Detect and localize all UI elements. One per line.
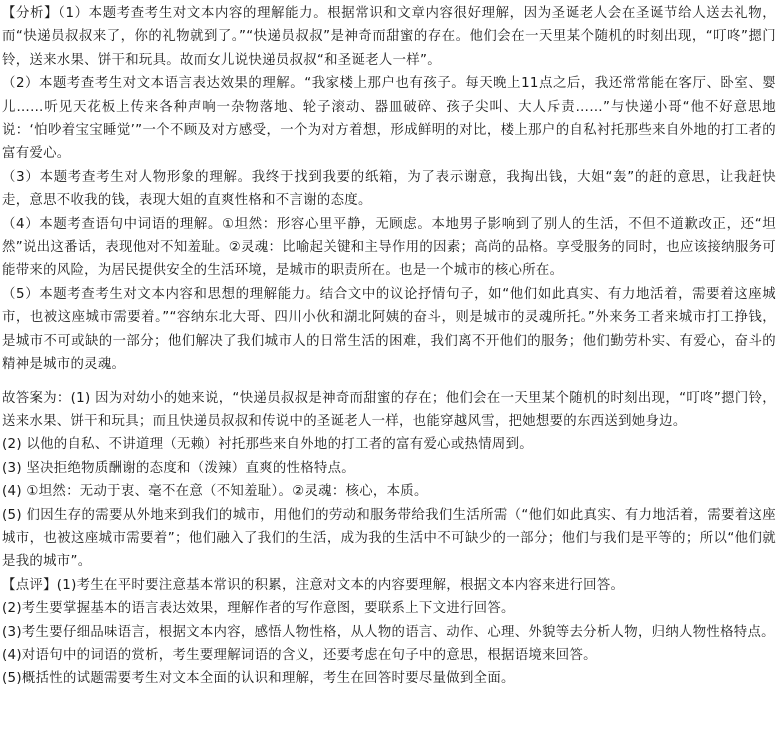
answer-3: (3) 坚决拒绝物质酬谢的态度和（泼辣）直爽的性格特点。 [2, 460, 355, 476]
comment-2: (2)考生要掌握基本的语言表达效果，理解作者的写作意图，要联系上下文进行回答。 [2, 601, 515, 617]
comment-1: 【点评】(1)考生在平时要注意基本常识的积累，注意对文本的内容要理解，根据文本内容来进行回答。 [2, 577, 625, 593]
answer-4: (4) ①坦然：无动于衷、毫不在意（不知羞耻）。②灵魂：核心，本质。 [2, 484, 428, 500]
comment-3: (3)考生要仔细品味语言，根据文本内容，感悟人物性格，从人物的语言、动作、心理、外貌等去分析人物，归纳人物性格特点。 [2, 624, 775, 640]
analysis-paragraph-5: （5）本题考查考生对文本内容和思想的理解能力。结合文中的议论抒情句子，如“他们如此真实、有力地活着，需要着这座城市，也被这座城市需要着。”“容纳东北大哥、四川小伙和湖北阿姨的奋斗，则是城市的灵魂所托。”外来务工者来城市打工挣钱，是城市不可或缺的一部分；他们解决了我们城市人的日常生活的困难，我们离不开他们的服务；他们勤劳朴实、有爱心，奋斗的精神是城市的灵魂。 [2, 286, 776, 373]
analysis-paragraph-3: （3）本题考查考生对人物形象的理解。我终于找到我要的纸箱，为了表示谢意，我掏出钱，大姐“轰”的赶的意思，让我赶快走，意思不收我的钱，表现大姐的直爽性格和不言谢的态度。 [2, 169, 776, 209]
answer-2: (2) 以他的自私、不讲道理（无赖）衬托那些来自外地的打工者的富有爱心或热情周到。 [2, 437, 533, 453]
analysis-paragraph-4: （4）本题考查语句中词语的理解。①坦然：形容心里平静，无顾虑。本地男子影响到了别人的生活，不但不道歉改正，还“坦然”说出这番话，表现他对不知羞耻。②灵魂：比喻起关键和主导作用的因素；高尚的品格。享受服务的同时，也应该接纳服务可能带来的风险，为居民提供安全的生活环境，是城市的职责所在。也是一个城市的核心所在。 [2, 216, 776, 279]
answer-1: 故答案为：(1) 因为对幼小的她来说，“快递员叔叔是神奇而甜蜜的存在；他们会在一天里某个随机的时刻出现，“叮咚”摁门铃，送来水果、饼干和玩具；而且快递员叔叔和传说中的圣诞老人一样，也能穿越风雪，把她想要的东西送到她身边。 [2, 390, 776, 429]
analysis-paragraph-1: 【分析】（1）本题考查考生对文本内容的理解能力。根据常识和文章内容很好理解，因为圣诞老人会在圣诞节给人送去礼物，而“快递员叔叔来了，你的礼物就到了。”“快递员叔叔”是神奇而甜蜜的存在。他们会在一天里某个随机的时刻出现，“叮咚”摁门铃，送来水果、饼干和玩具。故而女儿说快递员叔叔“和圣诞老人一样”。 [2, 6, 776, 68]
answer-5: (5) 们因生存的需要从外地来到我们的城市，用他们的劳动和服务带给我们生活所需（“他们如此真实、有力地活着，需要着这座城市，也被这座城市需要着”；他们融入了我们的生活，成为我的生活中不可缺少的一部分；他们与我们是平等的；所以“他们就是我的城市”。 [2, 507, 776, 570]
comment-4: (4)对语句中的词语的赏析，考生要理解词语的含义，还要考虑在句子中的意思，根据语境来回答。 [2, 647, 597, 663]
section-gap [2, 377, 776, 387]
analysis-paragraph-2: （2）本题考查考生对文本语言表达效果的理解。“我家楼上那户也有孩子。每天晚上11点之后，我还常常能在客厅、卧室、婴儿……听见天花板上传来各种声响一杂物落地、轮子滚动、器皿破碎、孩子尖叫、大人斥责……”与快递小哥“他不好意思地说：‘怕吵着宝宝睡觉’”一个不顾及对方感受，一个为对方着想，形成鲜明的对比，楼上那户的自私衬托那些来自外地的打工者的富有爱心。 [2, 76, 776, 162]
comment-5: (5)概括性的试题需要考生对文本全面的认识和理解，考生在回答时要尽量做到全面。 [2, 671, 515, 687]
